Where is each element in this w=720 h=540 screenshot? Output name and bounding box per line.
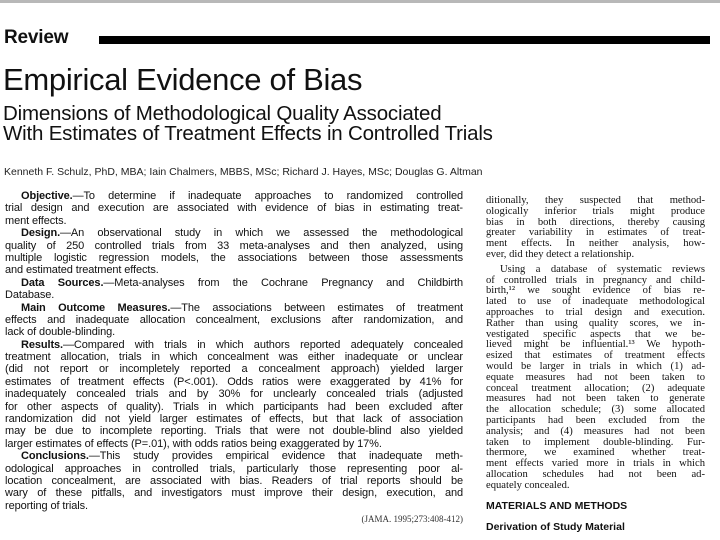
abstract-line [5, 376, 463, 388]
body-line: conceal treatment allocation; (2) adequate [486, 382, 705, 394]
abstract-text: estimates of treatment effects (P<.001). Odds ratios were exaggerated by 41% for [5, 375, 463, 388]
abstract-line [5, 227, 463, 239]
abstract-text: —This study provides empirical evidence that inadequate meth- [88, 450, 463, 463]
abstract-text: randomization did not yield larger estimates of effects, but that lack of association [5, 413, 463, 426]
abstract-heading: Main Outcome Measures. [21, 301, 171, 314]
body-line: participants had been excluded from the [486, 414, 705, 426]
abstract-text: may be due to incomplete reporting. Trials that were not double-blind also yielded [5, 425, 463, 438]
abstract-line [5, 202, 463, 214]
body-line: bias in both directions, thereby causing [486, 216, 705, 228]
abstract-line [5, 326, 463, 338]
abstract-text: larger estimates of effects (P=.01), with odds ratios being exaggerated by 17%. [5, 437, 382, 450]
abstract-line [5, 289, 463, 301]
body-line: measures had not been taken to generate [486, 393, 705, 405]
abstract-heading: Design. [21, 227, 61, 240]
body-line: would be larger in trials in which (1) ad- [486, 360, 705, 372]
abstract-text: (did not report or incompletely reported a concealment approach) yielded larger [5, 363, 463, 376]
abstract-line [5, 351, 463, 363]
body-line: vestigated specific aspects that we be- [486, 328, 705, 340]
section-heading: MATERIALS AND METHODS [486, 500, 628, 512]
abstract-line [5, 500, 463, 512]
abstract-line [5, 413, 463, 425]
abstract-line [5, 487, 463, 499]
abstract-text: wary of these pitfalls, and investigators must improve their design, execution, and [5, 487, 463, 500]
abstract-line [5, 314, 463, 326]
body-line: ologically inferior trials might produce [486, 205, 705, 217]
body-text [486, 196, 705, 496]
abstract-text: quality of 250 controlled trials from 33 meta-analyses and then analyzed, using [5, 239, 463, 252]
body-line: taken to implement double-blinding. Fur- [486, 436, 705, 448]
abstract-line [5, 463, 463, 475]
body-line: lated to use of inadequate methodological [486, 296, 705, 308]
article-subtitle [3, 104, 493, 144]
abstract [5, 190, 463, 512]
body-line: Rather than using quality scores, we in- [486, 317, 705, 329]
abstract-heading: Objective. [21, 190, 73, 202]
body-line: lieved might be influential.¹³ We hypoth- [486, 339, 705, 351]
abstract-heading: Conclusions. [21, 450, 89, 463]
abstract-text: inadequately concealed trials and by 30% for unclearly concealed trials (adjusted [5, 388, 463, 401]
body-line: ditionally, they suspected that method- [486, 195, 705, 206]
abstract-line [5, 438, 463, 450]
abstract-line [5, 388, 463, 400]
body-line: esized that estimates of treatment effects [486, 350, 705, 362]
body-line: equately concealed. [486, 479, 570, 491]
subtitle-line: Dimensions of Methodological Quality Associated [3, 102, 442, 125]
body-line: analysis; and (4) measures had not been [486, 425, 705, 437]
abstract-line [5, 302, 463, 314]
article-title: Empirical Evidence of Bias [3, 62, 363, 97]
abstract-text: effects and inadequate allocation concealment, exclusions after randomization, and [5, 313, 463, 326]
section-label: Review [4, 27, 69, 48]
abstract-line [5, 401, 463, 413]
body-line: birth,¹² we sought evidence of bias re- [486, 285, 705, 297]
abstract-line [5, 339, 463, 351]
abstract-heading: Results. [21, 338, 63, 351]
body-line: ever, did they detect a relationship. [486, 248, 635, 260]
abstract-line [5, 475, 463, 487]
abstract-line [5, 252, 463, 264]
abstract-heading: Data Sources. [21, 276, 104, 289]
citation: (JAMA. 1995;273:408-412) [361, 514, 463, 524]
abstract-text: and estimated treatment effects. [5, 264, 159, 277]
subtitle-line: With Estimates of Treatment Effects in Controlled Trials [3, 122, 493, 145]
abstract-line [5, 264, 463, 276]
body-line: approaches to trial design and execution. [486, 306, 705, 318]
abstract-line [5, 277, 463, 289]
abstract-text: Database. [5, 289, 55, 302]
abstract-text: location concealment, are associated with bias. Readers of trial reports should be [5, 474, 463, 487]
abstract-text: —To determine if inadequate approaches to randomized controlled [72, 190, 463, 202]
abstract-text: reporting of trials. [5, 499, 88, 512]
abstract-text: ment effects. [5, 214, 67, 227]
abstract-text: for other aspects of quality). Trials in which participants had been excluded after [5, 400, 463, 413]
body-line: of controlled trials in pregnancy and child- [486, 274, 705, 286]
abstract-line [5, 190, 463, 202]
abstract-line [5, 450, 463, 462]
body-paragraph [486, 265, 705, 492]
abstract-text: —An observational study in which we assessed the methodological [60, 227, 463, 240]
body-line: greater variability in estimates of treat- [486, 227, 705, 239]
abstract-text: treatment allocation, trials in which concealment was either inadequate or unclear [5, 351, 463, 364]
subsection-heading: Derivation of Study Material [486, 521, 625, 533]
abstract-text: —Compared with trials in which authors reported adequately concealed [63, 338, 463, 351]
body-line: equate measures had not been taken to [486, 371, 705, 383]
body-line: Using a database of systematic reviews [500, 263, 705, 275]
abstract-line [5, 425, 463, 437]
body-line: allocation schedules had not been ad- [486, 468, 705, 480]
abstract-text: —The associations between estimates of treatment [170, 301, 463, 314]
abstract-text: multiple logistic regression models, the associations between those assessments [5, 251, 463, 264]
section-rule [99, 36, 710, 44]
body-line: ment effects varied more in trials in which [486, 458, 705, 470]
abstract-text: —Meta-analyses from the Cochrane Pregnancy and Childbirth [103, 276, 463, 289]
abstract-text: trial design and execution are associated with evidence of bias in estimating treat- [5, 202, 463, 215]
body-paragraph [486, 196, 705, 261]
abstract-line [5, 215, 463, 227]
authors: Kenneth F. Schulz, PhD, MBA; Iain Chalmers, MBBS, MSc; Richard J. Hayes, MSc; Douglas G. Altman [4, 166, 483, 178]
abstract-line [5, 240, 463, 252]
body-line: the allocation schedule; (3) some allocated [486, 404, 705, 416]
body-line: thermore, we examined whether treat- [486, 447, 705, 459]
abstract-text: lack of double-blinding. [5, 326, 116, 339]
abstract-line [5, 363, 463, 375]
body-line: ment effects. In neither analysis, how- [486, 238, 705, 250]
page-top-border [0, 0, 720, 3]
abstract-text: odological approaches in controlled trials, particularly those representing poor al- [5, 462, 463, 475]
